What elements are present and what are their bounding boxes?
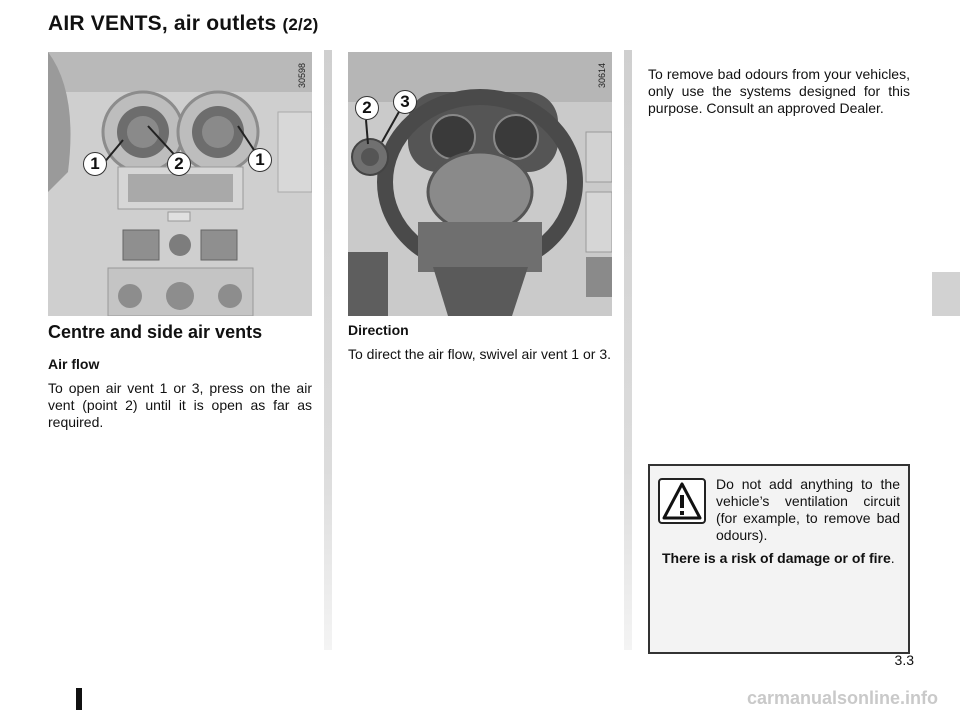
airflow-text: To open air vent 1 or 3, press on the air vent (point 2) until it is open as far as required. (48, 380, 312, 430)
direction-text: To direct the air flow, swivel air vent 1 or 3. (348, 346, 611, 362)
warning-text: Do not add anything to the vehicle’s ventilation circuit (for example, to remove bad odours). (716, 476, 900, 543)
page-title-main: AIR VENTS, air outlets (48, 12, 277, 35)
corner-mark (76, 688, 82, 710)
page-title (48, 12, 318, 36)
warning-risk-end: . (890, 550, 895, 566)
odours-text: To remove bad odours from your vehicles, only use the systems designed for this purpose. Consult an approved Dealer. (648, 66, 910, 116)
warning-risk-main: There is a risk of damage or of fire (662, 550, 891, 566)
dashboard-vents-photo (48, 52, 312, 316)
callout-3-middle: 3 (393, 90, 417, 114)
figure-code-left: 30598 (297, 62, 307, 88)
column-divider-left (324, 50, 332, 650)
direction-heading: Direction (348, 322, 409, 338)
chapter-tab (932, 272, 960, 316)
watermark: carmanualsonline.info (746, 688, 938, 708)
warning-box (648, 464, 910, 654)
callout-1-right: 1 (248, 148, 272, 172)
section-heading: Centre and side air vents (48, 322, 263, 342)
callout-1-left: 1 (83, 152, 107, 176)
page-title-part: (2/2) (282, 15, 319, 34)
column-divider-right (624, 50, 632, 650)
airflow-heading: Air flow (48, 356, 100, 372)
figure-code-middle: 30614 (597, 62, 607, 88)
callout-2-middle: 2 (355, 96, 379, 120)
callout-2-left: 2 (167, 152, 191, 176)
warning-triangle-icon (658, 478, 706, 524)
warning-risk-text (662, 550, 900, 567)
steering-wheel-photo (348, 52, 612, 316)
page-number: 3.3 (894, 652, 914, 668)
